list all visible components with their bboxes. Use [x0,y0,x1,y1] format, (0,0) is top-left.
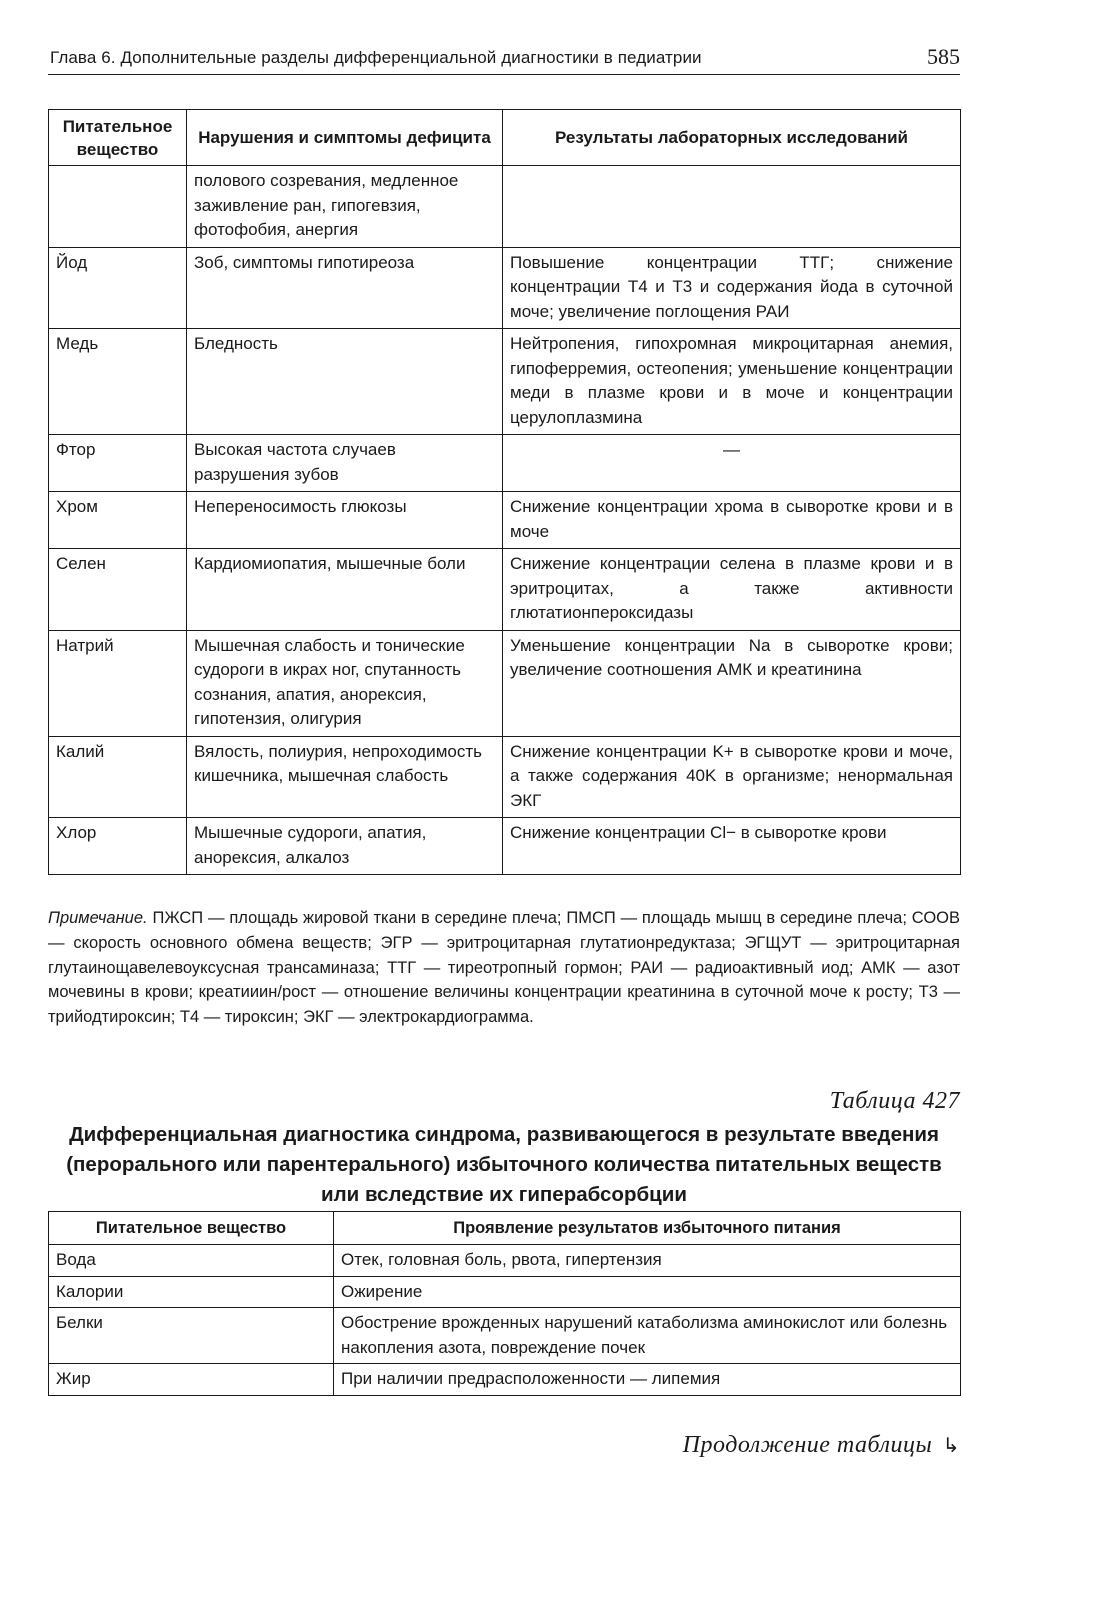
note-text: ПЖСП — площадь жировой ткани в середине плеча; ПМСП — площадь мышц в середине плеча; СООВ — скорость основного обмена веществ; ЭГР — эритроцитарная глутатионредуктаза; ЭГЩУТ — эритроцитарная глутаинощавелевоуксусная трансаминаза; ТТГ — тиреотропный гормон; РАИ — радиоактивный иод; АМК — азот мочевины в крови; креатииин/рост — отношение величины концентрации креатинина в суточной моче к росту; T3 — трийодтироксин; T4 — тироксин; ЭКГ — электрокардиограмма. [48,909,960,1027]
lab-cell: Снижение концентрации Cl− в сыворотке крови [503,818,961,875]
nutrient-cell: Белки [49,1308,334,1364]
table-row [49,630,961,736]
lab-cell: Снижение концентрации K+ в сыворотке крови и моче, а также содержания 40K в организме; ненормальная ЭКГ [503,736,961,818]
column-header-symptoms: Нарушения и симптомы дефицита [187,110,503,166]
nutrient-cell: Селен [49,549,187,631]
note-label: Примечание. [48,909,148,927]
lab-cell: — [503,435,961,492]
lab-cell: Уменьшение концентрации Na в сыворотке крови; увеличение соотношения АМК и креатинина [503,630,961,736]
running-header [48,44,960,75]
table-row [49,247,961,329]
symptoms-cell: Непереносимость глюкозы [187,492,503,549]
lab-cell: Снижение концентрации хрома в сыворотке крови и в моче [503,492,961,549]
nutrient-cell: Вода [49,1245,334,1277]
symptoms-cell: Мышечная слабость и тонические судороги в икрах ног, спутанность сознания, апатия, анорексия, гипотензия, олигурия [187,630,503,736]
nutrient-cell: Натрий [49,630,187,736]
deficiency-table [48,109,961,875]
nutrient-cell: Калории [49,1276,334,1308]
table-row [49,818,961,875]
table-row [49,1308,961,1364]
table-row [49,1245,961,1277]
symptoms-cell: Высокая частота случаев разрушения зубов [187,435,503,492]
nutrient-cell: Фтор [49,435,187,492]
table-row [49,435,961,492]
nutrient-cell [49,166,187,248]
table-row [49,736,961,818]
table-row [49,1276,961,1308]
symptoms-cell: Бледность [187,329,503,435]
table-note [48,906,960,1030]
nutrient-cell: Медь [49,329,187,435]
lab-cell: Повышение концентрации ТТГ; снижение концентрации T4 и T3 и содержания йода в суточной моче; увеличение поглощения РАИ [503,247,961,329]
effect-cell: Ожирение [334,1276,961,1308]
column-header-effect: Проявление результатов избыточного питания [334,1212,961,1245]
effect-cell: При наличии предрасположенности — липемия [334,1364,961,1396]
table-row [49,549,961,631]
symptoms-cell: Зоб, симптомы гипотиреоза [187,247,503,329]
nutrient-cell: Хром [49,492,187,549]
chapter-title: Глава 6. Дополнительные разделы дифференциальной диагностики в педиатрии [50,48,702,67]
turn-arrow-icon: ↳ [942,1435,960,1457]
column-header-lab-results: Результаты лабораторных исследований [503,110,961,166]
table-row [49,492,961,549]
nutrient-cell: Йод [49,247,187,329]
table-caption: Дифференциальная диагностика синдрома, развивающегося в результате введения (перорального или парентерального) избыточного количества питательных веществ или вследствие их гиперабсорбции [66,1123,942,1206]
symptoms-cell: полового созревания, медленное заживление ран, гипогевзия, фотофобия, анергия [187,166,503,248]
nutrient-cell: Калий [49,736,187,818]
table-header-row [49,110,961,166]
continued-text: Продолжение таблицы [682,1432,933,1458]
table-row [49,329,961,435]
column-header-nutrient: Питательное вещество [49,1212,334,1245]
column-header-nutrient: Питательное вещество [49,110,187,166]
table-row [49,166,961,248]
excess-nutrition-table [48,1211,961,1396]
lab-cell [503,166,961,248]
continued-marker [683,1432,960,1459]
table-number: Таблица 427 [829,1088,960,1114]
effect-cell: Обострение врожденных нарушений катаболизма аминокислот или болезнь накопления азота, повреждение почек [334,1308,961,1364]
effect-cell: Отек, головная боль, рвота, гипертензия [334,1245,961,1277]
lab-cell: Нейтропения, гипохромная микроцитарная анемия, гипоферремия, остеопения; уменьшение концентрации меди в плазме крови и в моче и концентрации церулоплазмина [503,329,961,435]
nutrient-cell: Хлор [49,818,187,875]
symptoms-cell: Кардиомиопатия, мышечные боли [187,549,503,631]
nutrient-cell: Жир [49,1364,334,1396]
table-row [49,1364,961,1396]
lab-cell: Снижение концентрации селена в плазме крови и в эритроцитах, а также активности глютатионпероксидазы [503,549,961,631]
table-header-row [49,1212,961,1245]
symptoms-cell: Мышечные судороги, апатия, анорексия, алкалоз [187,818,503,875]
symptoms-cell: Вялость, полиурия, непроходимость кишечника, мышечная слабость [187,736,503,818]
page-number: 585 [927,44,960,69]
